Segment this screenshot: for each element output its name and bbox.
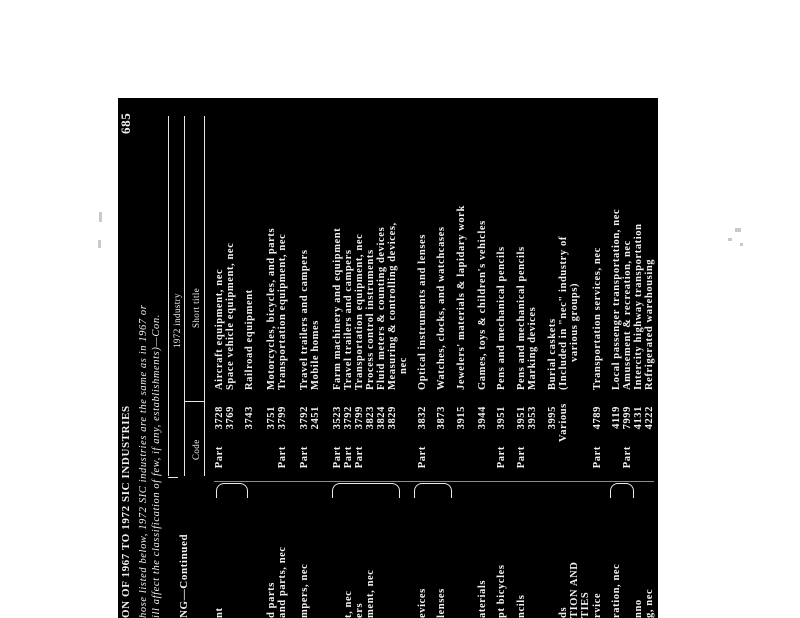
left-section-heading-1: TION AND <box>569 561 580 618</box>
left-column-rule <box>168 477 178 478</box>
industry-table: nt Part 3728 Aircraft equipment, nec 3769 Space vehicle equipment, nec 3743 Railroad equipment d parts 3751 Motorcycles, bicycles, and parts and parts, nec Part 3799 Transportation equipment, nec mpers, nec Part 3792 Travel trailers and campers 2451 Mobile homes Part 3523 Farm machinery and equipment t, nec Part 3792 Travel trailers and campers ers Part 3799 Transportation equipment, nec ment, nec 3823 Process control instruments 3824 Fluid meters & counting devices 3829 Measuring & controlling devices, nec evices Part 3832 Optical instruments and lenses lenses 3873 Watches, clocks, and watchcases 3915 Jewelers' materials & lapidary work aterials 3944 Games, toys & children's vehicles pt bicycles Part 3951 Pens and mechanical pencils ncils Part 3951 Pens and mechanical pencils 3953 Marking devices 3995 Burial caskets ds Various (Included in "nec" industry of various groups) rvice Part 4789 Transportation services, nec ration, nec 4119 Local passenger transportation, nec Part 7999 Amusement & recreation, nec nno 4131 Intercity highway transportation g, nec 4222 Refrigerated warehousing TION AND TIES <box>214 205 655 618</box>
header-note-2: ill affect the classification of few, if any, establishments)—Con. <box>151 314 162 618</box>
scan-speck <box>728 238 732 241</box>
page-number: 685 <box>118 112 133 134</box>
group-brace <box>332 483 400 498</box>
left-section-heading-2: TIES <box>580 591 591 618</box>
column-group-heading: 1972 industry <box>172 293 182 348</box>
group-brace <box>216 483 248 498</box>
group-brace <box>414 483 452 498</box>
table-left-rule <box>214 481 654 482</box>
heading-rule-top <box>168 116 169 476</box>
scanned-page <box>118 98 658 618</box>
section-heading: NG—Continued <box>178 533 190 618</box>
group-brace <box>610 483 634 498</box>
rotated-content <box>118 98 658 618</box>
heading-rule-mid <box>184 116 185 476</box>
scan-speck <box>735 228 741 232</box>
scan-speck <box>99 212 102 222</box>
page-title: ON OF 1967 TO 1972 SIC INDUSTRIES <box>120 405 132 618</box>
column-title-label: Short title <box>191 287 201 328</box>
header-note-1: hose listed below, 1972 SIC industries are the same as in 1967 or <box>138 304 149 618</box>
scan-speck <box>740 243 743 246</box>
heading-rule-vertical <box>184 401 204 402</box>
scan-speck <box>98 240 101 248</box>
column-code-label: Code <box>191 439 201 460</box>
heading-rule-bottom <box>204 116 205 476</box>
